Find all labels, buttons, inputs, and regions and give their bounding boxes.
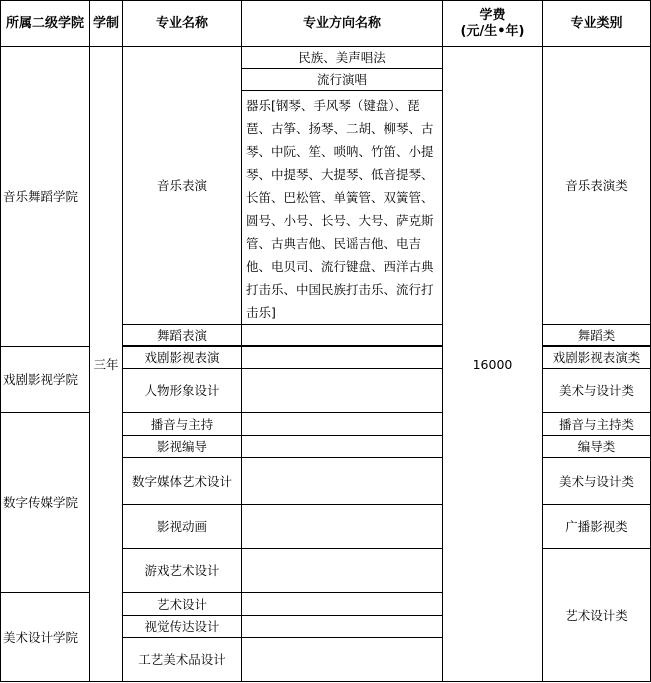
- category-art-design-1: 美术与设计类: [543, 369, 651, 413]
- college-art: 美术设计学院: [1, 593, 90, 682]
- header-tuition-line1: 学费: [479, 7, 506, 23]
- major-dance: 舞蹈表演: [123, 325, 242, 346]
- major-game-art: 游戏艺术设计: [123, 549, 242, 593]
- major-broadcasting: 播音与主持: [123, 413, 242, 436]
- college-music: 音乐舞蹈学院: [1, 47, 90, 347]
- header-row: [1, 1, 651, 47]
- category-music-performance: 音乐表演类: [543, 47, 651, 325]
- direction-empty: [242, 616, 443, 638]
- direction-instruments: 器乐[钢琴、手风琴（键盘）、琵琶、古筝、扬琴、二胡、柳琴、古琴、中阮、笙、唢呐、竹笛、小提琴、中提琴、大提琴、低音提琴、长笛、巴松管、单簧管、双簧管、圆号、小号、长号、大号、萨克斯管、古典吉他、民谣吉他、电吉他、电贝司、流行键盘、西洋古典打击乐、中国民族打击乐、流行打击乐]: [242, 91, 443, 325]
- direction-empty: [242, 325, 443, 346]
- header-tuition-line2: (元/生•年): [460, 23, 525, 39]
- tuition-cell: 16000: [443, 47, 543, 682]
- direction-empty: [242, 458, 443, 505]
- category-drama-acting: 戏剧影视表演类: [543, 347, 651, 369]
- major-crafts: 工艺美术品设计: [123, 638, 242, 682]
- category-art-design-2: 美术与设计类: [543, 458, 651, 505]
- major-digital-media-art: 数字媒体艺术设计: [123, 458, 242, 505]
- direction-empty: [242, 413, 443, 436]
- direction-empty: [242, 369, 443, 413]
- header-college: 所属二级学院: [1, 1, 90, 47]
- direction-empty: [242, 436, 443, 458]
- category-dance: 舞蹈类: [543, 325, 651, 346]
- direction-empty: [242, 593, 443, 616]
- major-character-design: 人物形象设计: [123, 369, 242, 413]
- direction-empty: [242, 549, 443, 593]
- category-art-design: 艺术设计类: [543, 549, 651, 682]
- category-film-animation: 广播影视类: [543, 505, 651, 549]
- major-visual-communication: 视觉传达设计: [123, 616, 242, 638]
- college-drama: 戏剧影视学院: [1, 347, 90, 413]
- header-tuition: [443, 1, 543, 47]
- major-film-directing: 影视编导: [123, 436, 242, 458]
- direction-empty: [242, 638, 443, 682]
- duration-cell: 三年: [90, 47, 123, 682]
- header-category: 专业类别: [543, 1, 651, 47]
- category-broadcasting: 播音与主持类: [543, 413, 651, 436]
- header-duration: 学制: [90, 1, 123, 47]
- college-digital: 数字传媒学院: [1, 413, 90, 593]
- category-directing: 编导类: [543, 436, 651, 458]
- header-direction: 专业方向名称: [242, 1, 443, 47]
- header-major: 专业名称: [123, 1, 242, 47]
- direction-vocal-folk: 民族、美声唱法: [242, 47, 443, 69]
- major-drama-acting: 戏剧影视表演: [123, 347, 242, 369]
- major-art-design: 艺术设计: [123, 593, 242, 616]
- major-music-performance: 音乐表演: [123, 47, 242, 325]
- major-film-animation: 影视动画: [123, 505, 242, 549]
- direction-empty: [242, 505, 443, 549]
- direction-pop-singing: 流行演唱: [242, 69, 443, 91]
- direction-empty: [242, 347, 443, 369]
- table-row: [1, 47, 651, 69]
